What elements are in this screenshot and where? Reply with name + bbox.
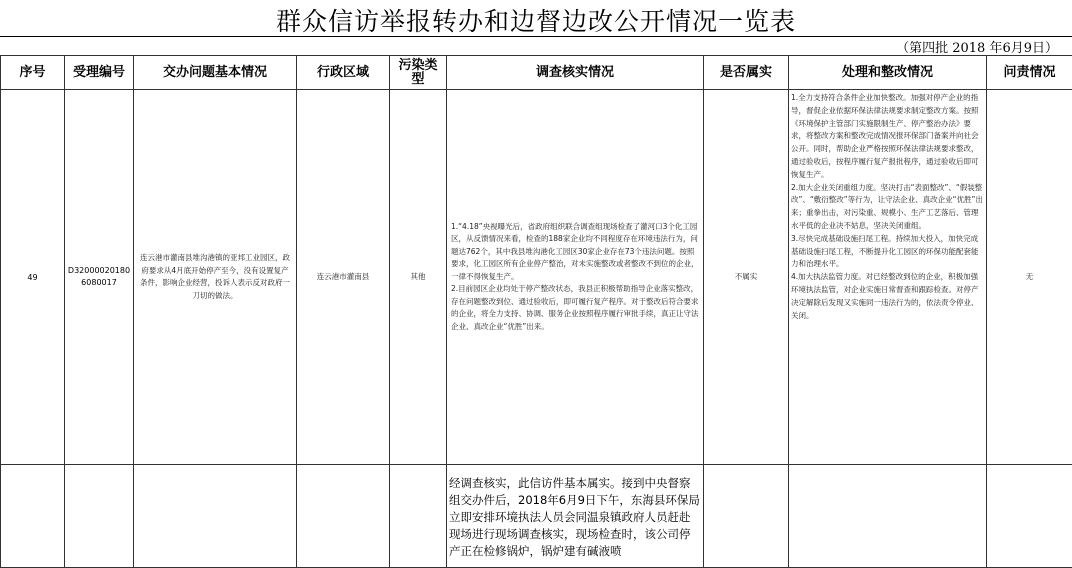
handling-paragraph: 1.全力支持符合条件企业加快整改。加强对停产企业的指导，督促企业依据环保法律法规要求制定整改方案。按照《环境保护主管部门实施限制生产、停产整治办法》要求，将整改方案和整改完成情况报环保部门备案并向社会公开。同时，帮助企业严格按照环保法律法规要求整改，通过验收后，按程序履行复产报批程序，通过验收后即可恢复生产。 [791, 92, 984, 182]
handling-paragraph: 4.加大执法监管力度。对已经整改到位的企业，积极加强环境执法监管，对企业实施日常督查和跟踪检查。对停产决定解除后发现又实施同一违法行为的，依法责令停业、关闭。 [791, 271, 984, 322]
handling-paragraph: 2.加大企业关闭重组力度。坚决打击“表面整改”、“假装整改”、“敷衍整改”等行为，让守法企业、真改企业“优胜”出来；重拳出击，对污染重、规模小、生产工艺落后、管理水平低的企业决不姑息，坚决关闭重组。 [791, 182, 984, 233]
is-true-status [704, 465, 789, 568]
region: 连云港市灌南县 [297, 90, 390, 465]
column-header: 行政区域 [297, 56, 390, 90]
pollution-type [390, 465, 447, 568]
pollution-type: 其他 [390, 90, 447, 465]
column-header: 处理和整改情况 [789, 56, 987, 90]
batch-date-label: （第四批 2018 年6月9日） [896, 37, 1058, 56]
column-header: 问责情况 [987, 56, 1072, 90]
table-row [1, 465, 1072, 568]
accountability: 无 [987, 90, 1072, 465]
investigation-details: 经调查核实，此信访件基本属实。接到中央督察组交办件后，2018年6月9日下午，东海县环保局立即安排环境执法人员会同温泉镇政府人员赶赴现场进行现场调查核实，现场检查时，该公司停产正在检修锅炉，锅炉建有碱液喷 [447, 465, 704, 568]
table-row [1, 90, 1072, 465]
handling-details [789, 90, 987, 465]
investigation-paragraph: 1.“4.18”央视曝光后，省政府组织联合调查组现场检查了灌河口3个化工园区，从反馈情况来看，检查的188家企业均不同程度存在环境违法行为，问题达762个，其中我县堆沟港化工园区30家企业存在73个违法问题。按照要求，化工园区所有企业停产整治，对未实施整改或者整改不到位的企业，一律不得恢复生产。 [451, 221, 699, 284]
handling-details [789, 465, 987, 568]
problem-description: 连云港市灌南县堆沟港镇的亚邦工业园区，政府要求从4月底开始停产至今，没有设置复产条件，影响企业经营，投诉人表示反对政府一刀切的做法。 [134, 90, 297, 465]
is-true-status: 不属实 [704, 90, 789, 465]
region [297, 465, 390, 568]
case-id [65, 465, 134, 568]
column-header: 受理编号 [65, 56, 134, 90]
title-bar [0, 0, 1072, 37]
handling-paragraph: 3.尽快完成基础设施扫尾工程。持续加大投入，加快完成基础设施扫尾工程，不断提升化工园区的环保功能配套能力和治理水平。 [791, 233, 984, 271]
column-header: 序号 [1, 56, 65, 90]
problem-description [134, 465, 297, 568]
row-index [1, 465, 65, 568]
complaint-table [0, 55, 1072, 568]
investigation-paragraph: 2.目前园区企业均处于停产整改状态，我县正积极帮助指导企业落实整改，存在问题整改到位、通过验收后，即可履行复产程序。对于整改后符合要求的企业，将全力支持、协调、服务企业按照程序履行审批手续，真正让守法企业、真改企业“优胜”出来。 [451, 283, 699, 333]
table-header-row [1, 56, 1072, 90]
case-id: D320000201806080017 [65, 90, 134, 465]
accountability [987, 465, 1072, 568]
column-header: 交办问题基本情况 [134, 56, 297, 90]
column-header: 是否属实 [704, 56, 789, 90]
column-header: 污染类型 [390, 56, 447, 90]
investigation-details [447, 90, 704, 465]
row-index: 49 [1, 90, 65, 465]
page-title: 群众信访举报转办和边督边改公开情况一览表 [0, 2, 1072, 38]
column-header: 调查核实情况 [447, 56, 704, 90]
